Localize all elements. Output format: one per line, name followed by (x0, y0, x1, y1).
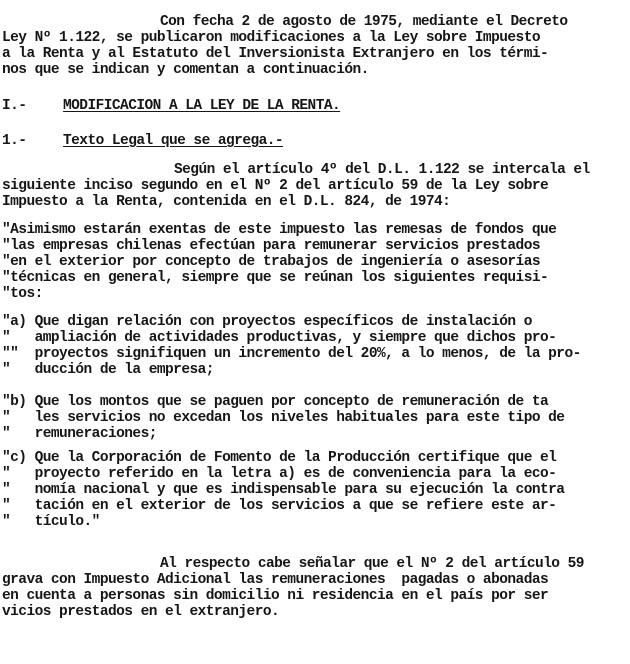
para2-line-4: vicios prestados en el extranjero. (2, 604, 280, 620)
para1-line-3: Impuesto a la Renta, contenida en el D.L. 824, de 1974: (2, 194, 451, 210)
item-c-line-4: " tación en el exterior de los servicios a que se refiere este ar- (2, 498, 557, 514)
para1-line-1: Según el artículo 4º del D.L. 1.122 se intercala el (174, 162, 590, 178)
para2-line-1: Al respecto cabe señalar que el Nº 2 del artículo 59 (160, 556, 584, 572)
para2-line-2: grava con Impuesto Adicional las remuneraciones pagadas o abonadas (2, 572, 549, 588)
item-b-line-1: "b) Que los montos que se paguen por concepto de remuneración de ta (2, 394, 549, 410)
section-number: I.- (2, 98, 27, 114)
para2-line-3: en cuenta a personas sin domicilio ni residencia en el país por ser (2, 588, 549, 604)
subsection-number: 1.- (2, 133, 27, 149)
item-a-line-4: " ducción de la empresa; (2, 362, 214, 378)
item-c-line-3: " nomía nacional y que es indispensable para su ejecución la contra (2, 482, 565, 498)
quote1-line-4: "técnicas en general, siempre que se reúnan los siguientes requisi- (2, 270, 549, 286)
para1-line-2: siguiente inciso segundo en el Nº 2 del artículo 59 de la Ley sobre (2, 178, 549, 194)
item-a-line-2: " ampliación de actividades productivas, y siempre que dichos pro- (2, 330, 557, 346)
item-b-line-3: " remuneraciones; (2, 426, 157, 442)
item-a-line-1: "a) Que digan relación con proyectos específicos de instalación o (2, 314, 532, 330)
quote1-line-3: "en el exterior por concepto de trabajos de ingeniería o asesorías (2, 254, 540, 270)
item-b-line-2: " les servicios no excedan los niveles habituales para este tipo de (2, 410, 565, 426)
quote1-line-2: "las empresas chilenas efectúan para remunerar servicios prestados (2, 238, 540, 254)
item-a-line-3: "" proyectos signifiquen un incremento del 20%, a lo menos, de la pro- (2, 346, 581, 362)
intro-line-4: nos que se indican y comentan a continuación. (2, 62, 369, 78)
intro-line-1: Con fecha 2 de agosto de 1975, mediante el Decreto (160, 14, 568, 30)
subsection-title: Texto Legal que se agrega.- (63, 133, 284, 149)
quote1-line-1: "Asimismo estarán exentas de este impuesto las remesas de fondos que (2, 222, 557, 238)
intro-line-3: a la Renta y al Estatuto del Inversionista Extranjero en los térmi- (2, 46, 549, 62)
section-title: MODIFICACION A LA LEY DE LA RENTA. (63, 98, 341, 114)
item-c-line-2: " proyecto referido en la letra a) es de conveniencia para la eco- (2, 466, 557, 482)
quote1-line-5: "tos: (2, 286, 43, 302)
item-c-line-1: "c) Que la Corporación de Fomento de la Producción certifique que el (2, 450, 557, 466)
intro-line-2: Ley Nº 1.122, se publicaron modificaciones a la Ley sobre Impuesto (2, 30, 540, 46)
item-c-line-5: " tículo." (2, 514, 100, 530)
